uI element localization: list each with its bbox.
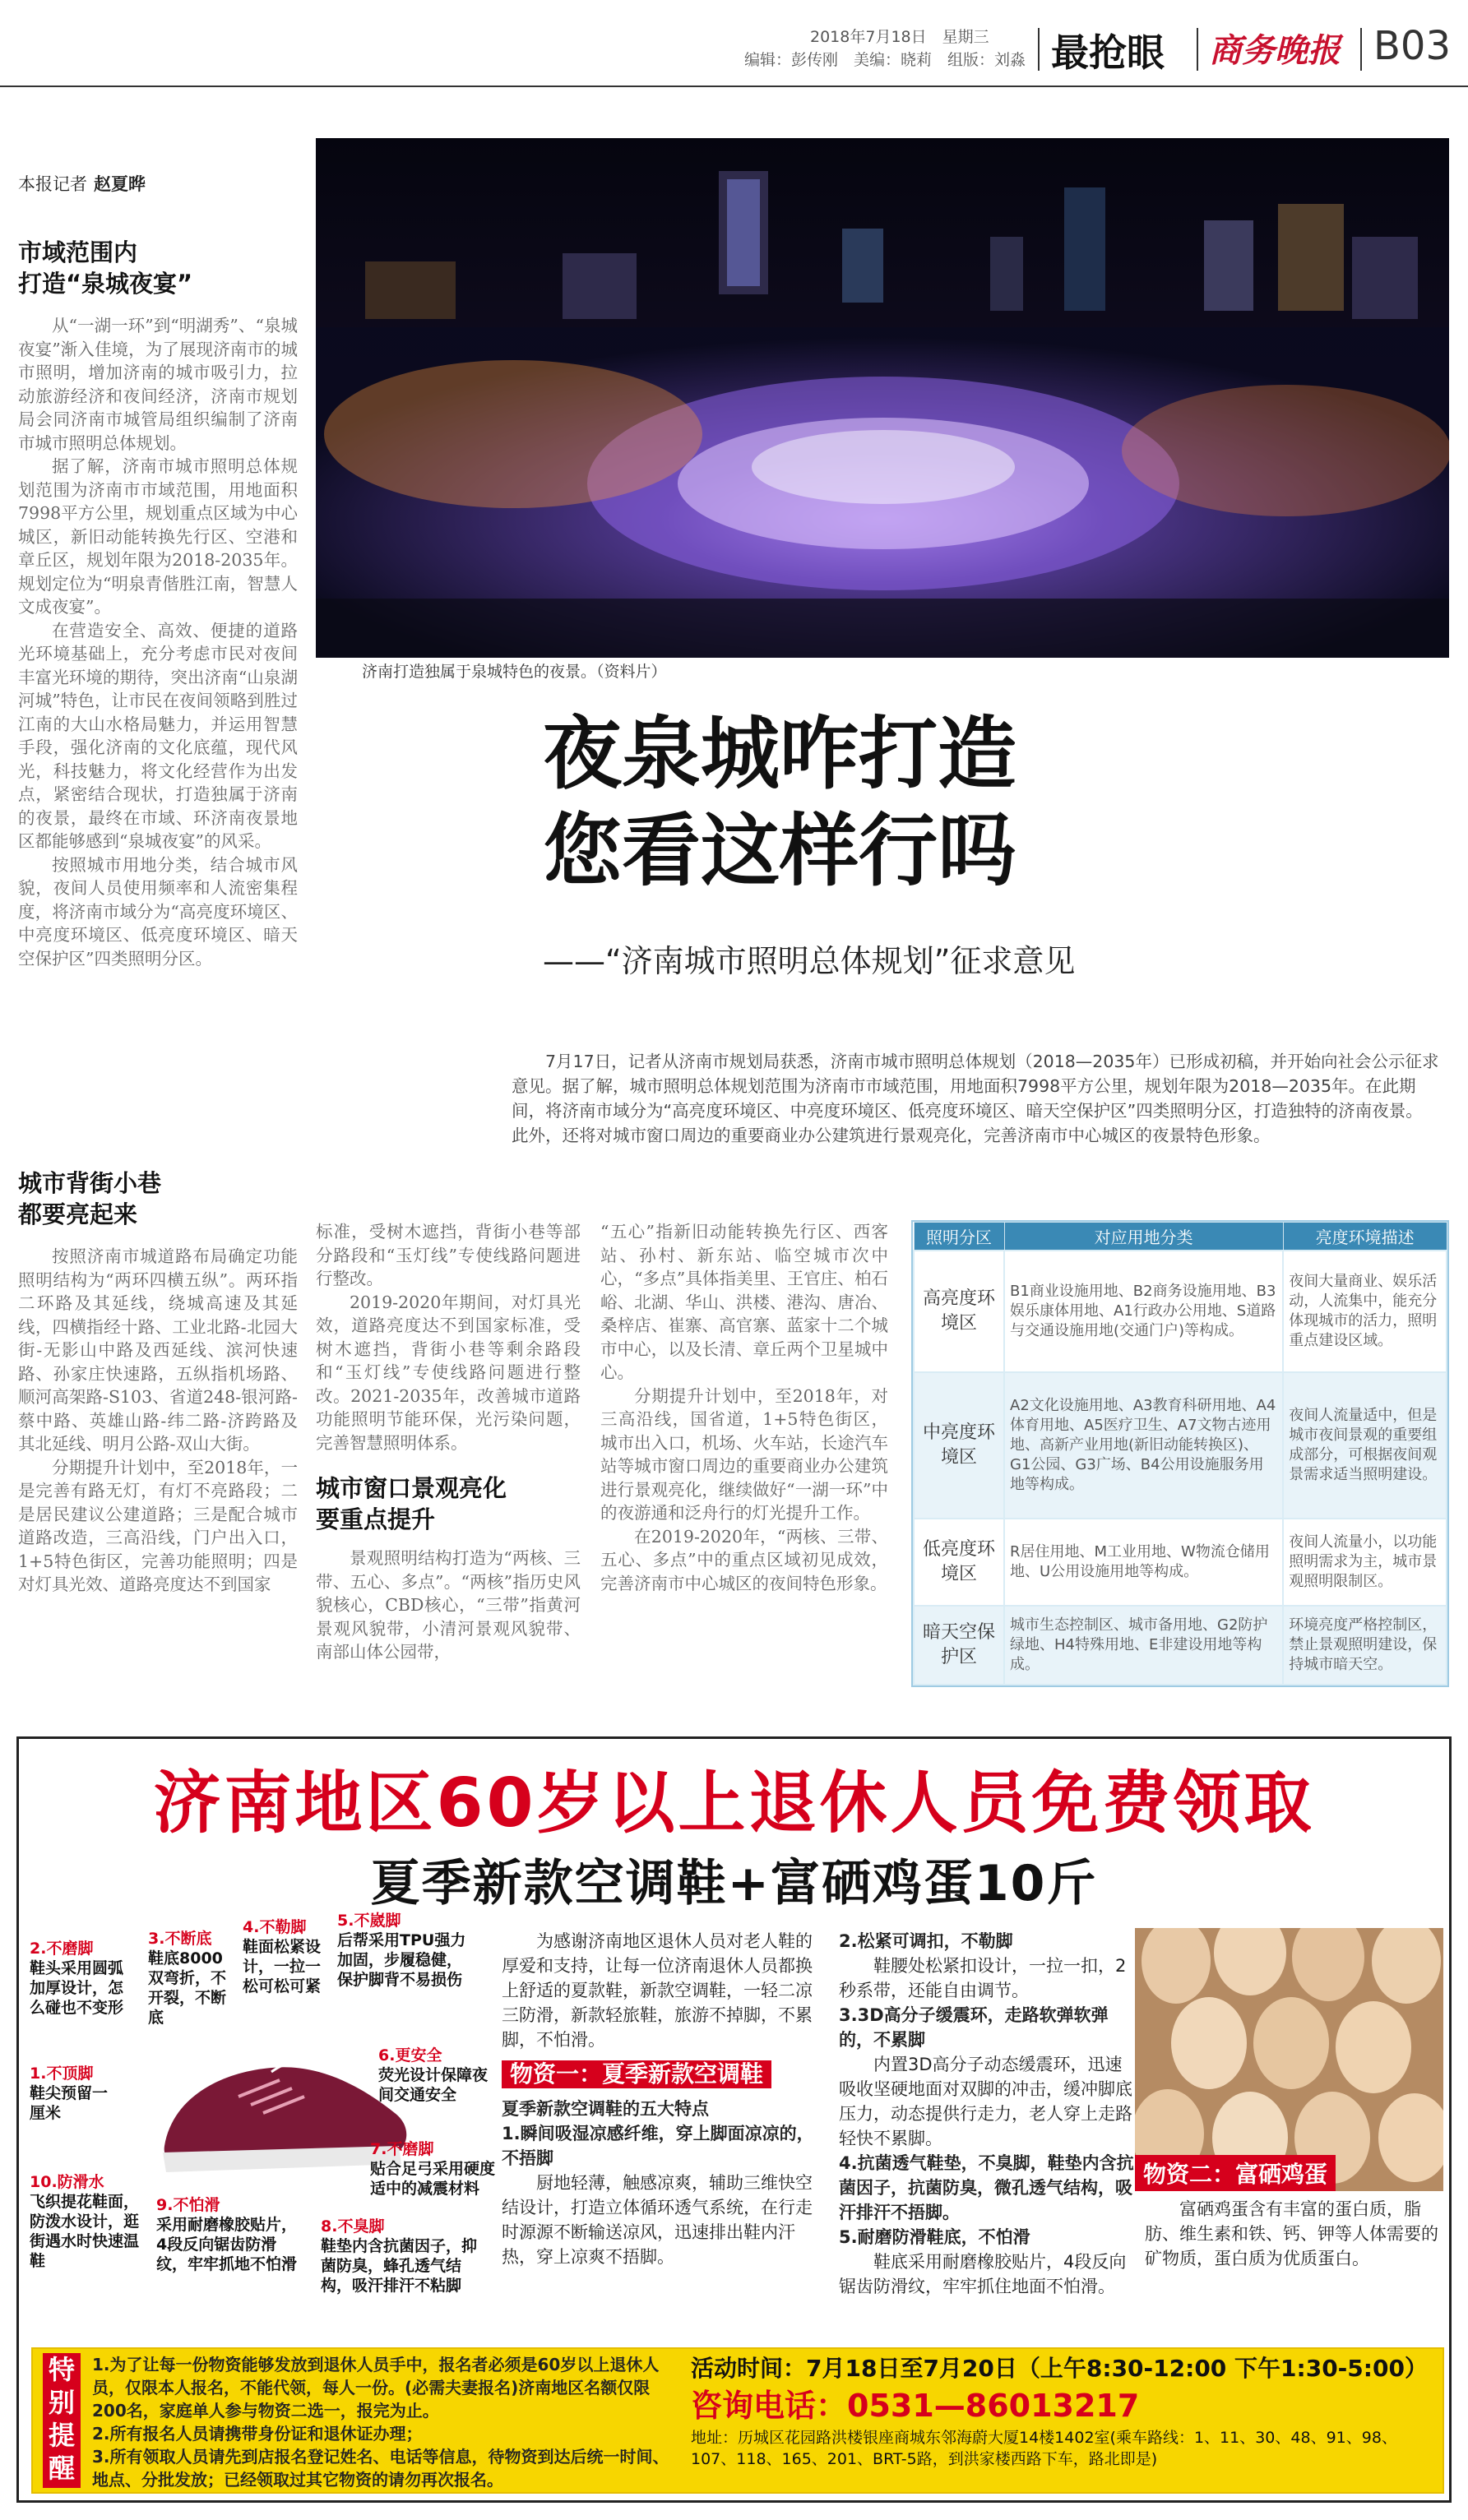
shoe-feature-panel	[25, 1912, 535, 2335]
table-row: 高亮度环境区 B1商业设施用地、B2商务设施用地、B3娱乐康体用地、A1行政办公用地、S道路与交通设施用地(交通门户)等构成。 夜间大量商业、娱乐活动，人流集中，能充分体现城市的活力，照明重点建设区域。	[914, 1251, 1447, 1372]
header-divider	[1038, 28, 1040, 71]
column-2	[316, 1220, 581, 1664]
ad-features: 2.松紧可调扣，不勒脚 鞋腰处松紧扣设计，一拉一扣，2秒系带，还能自由调节。 3.3D高分子缓震环，走路软弹软弹的，不累脚 内置3D高分子动态缓震环，迅速吸收坚硬地面对双脚的冲击，缓冲脚底压力，动态提供行走力，老人穿上走路轻快不累脚。 4.抗菌透气鞋垫，不臭脚，鞋垫内含抗菌因子，抗菌防臭，微孔透气结构，吸汗排汗不捂脚。 5.耐磨防滑鞋底，不怕滑 鞋底采用耐磨橡胶贴片，4段反向锯齿防滑纹，牢牢抓住地面不怕滑。	[839, 1931, 1134, 2296]
headline: 夜泉城咋打造 您看这样行吗	[543, 708, 1016, 897]
table-row: 暗天空保护区 城市生态控制区、城市备用地、G2防护绿地、H4特殊用地、E非建设用地等构成。 环境亮度严格控制区，禁止景观照明建设，保持城市暗天空。	[914, 1606, 1447, 1685]
column-1-lower	[18, 1168, 298, 1597]
ad-title: 济南地区60岁以上退休人员免费领取	[153, 1764, 1315, 1843]
newspaper-logo: 商务晚报	[1209, 31, 1341, 70]
gift2-label: 物资二：富硒鸡蛋	[1135, 2155, 1336, 2191]
feature-callout: 4.不勒脚 鞋面松紧设计，一拉一松可松可紧	[243, 1918, 322, 1995]
feature-callout: 2.不磨脚 鞋头采用圆弧加厚设计，怎么碰也不变形	[30, 1940, 124, 2017]
article-body: 按照济南市城道路布局确定功能照明结构为“两环四横五纵”。两环指二环路及其延线，绕城高速及其延线，四横指经十路、工业北路-北园大街-无影山中路及西延线、滨河快速路、孙家庄快速路，五纵指机场路、顺河高架路-S103、省道248-银河路-蔡中路、英雄山路-纬二路-济跨路及其北延线、明月公路-双山大街。 分期提升计划中，至2018年，一是完善有路无灯，有灯不亮路段；二是居民建议公建道路；三是配合城市道路改造，三高沿线，门户出入口，1+5特色街区，完善功能照明；四是对灯具光效、道路亮度达不到国家	[18, 1246, 298, 1594]
night-city-illustration	[316, 138, 1449, 658]
address: 地址：历城区花园路洪楼银座商城东邻海蔚大厦14楼1402室(乘车路线：1、11、30、48、91、98、107、118、165、201、BRT-5路，到洪家楼西路下车，路北即是)	[691, 2429, 1397, 2468]
issue-date: 2018年7月18日 星期三	[810, 28, 989, 46]
headline-subtitle: ——“济南城市照明总体规划”征求意见	[543, 943, 1076, 979]
header-divider	[1360, 28, 1362, 71]
table-header: 照明分区	[914, 1223, 1004, 1251]
column-1	[18, 237, 298, 970]
phone-number: 0531—86013217	[847, 2388, 1140, 2424]
table-row: 中亮度环境区 A2文化设施用地、A3教育科研用地、A4体育用地、A5医疗卫生、A7文物古迹用地、高新产业用地(新旧动能转换区)、G1公园、G3广场、B4公用设施服务用地等构成。 夜间人流量适中，但是城市夜间景观的重要组成部分，可根据夜间观景需求适当照明建设。	[914, 1372, 1447, 1519]
subhead-1: 市域范围内 打造“泉城夜宴”	[18, 238, 193, 298]
lead-paragraph: 7月17日，记者从济南市规划局获悉，济南市城市照明总体规划（2018—2035年）已形成初稿，并开始向社会公示征求意见。据了解，城市照明总体规划范围为济南市市域范围，用地面积7998平方公里，规划年限为2018—2035年。在此期间，将济南市域分为“高亮度环境区、中亮度环境区、低亮度环境区、暗天空保护区”四类照明分区，打造独特的济南夜景。此外，还将对城市窗口周边的重要商业办公建筑进行景观亮化，完善济南市中心城区的夜景特色形象。	[512, 1052, 1439, 1145]
activity-time: 活动时间：7月18日至7月20日（上午8:30-12:00 下午1:30-5:00）	[691, 2355, 1428, 2382]
section-name: 最抢眼	[1051, 30, 1165, 75]
article-body: 从“一湖一环”到“明湖秀”、“泉城夜宴”渐入佳境，为了展现济南市的城市照明，增加济南的城市吸引力，拉动旅游经济和夜间经济，济南市规划局会同济南市城管局组织编制了济南市城市照明总体规划。 据了解，济南市城市照明总体规划范围为济南市市域范围，用地面积7998平方公里，规划重点区域为中心城区，新旧动能转换先行区、空港和章丘区，规划年限为2018-2035年。规划定位为“明泉青偕胜江南，智慧人文成夜宴”。 在营造安全、高效、便捷的道路光环境基础上，充分考虑市民对夜间丰富光环境的期待，突出济南“山泉湖河城”特色，让市民在夜间领略到胜过江南的大山水格局魅力，并运用智慧手段，强化济南的文化底蕴，现代风光，科技魅力，将文化经营作为出发点，紧密结合现状，打造独属于济南的夜景，最终在市域、环济南夜景地区都能够感到“泉城夜宴”的风采。 按照城市用地分类，结合城市风貌，夜间人员使用频率和人流密集程度，将济南市域分为“高亮度环境区、中亮度环境区、低亮度环境区、暗天空保护区”四类照明分区。	[18, 316, 298, 969]
phone-line: 咨询电话：0531—86013217	[691, 2388, 1140, 2424]
contact-block	[691, 2353, 1435, 2470]
eggs-icon	[1135, 1928, 1443, 2191]
notice-text: 1.为了让每一份物资能够发放到退休人员手中，报名者必须是60岁以上退休人员，仅限本人报名，不能代领，每人一份。(必需夫妻报名)济南地区名额仅限200名，家庭单人参与物资二选一，报完为止。 2.所有报名人员请携带身份证和退休证办理； 3.所有领取人员请先到店报名登记姓名、电话等信息，待物资到达后统一时间、地点、分批发放；已经领取过其它物资的请勿再次报名。	[92, 2355, 669, 2490]
feature-callout: 10.防滑水 飞织提花鞋面，防泼水设计，逛街遇水时快速温鞋	[30, 2173, 140, 2270]
header-rule	[0, 86, 1468, 87]
feature-callout: 8.不臭脚 鞋垫内含抗菌因子，抑菌防臭，蜂孔透气结构，吸汗排汗不粘脚	[321, 2217, 478, 2295]
subhead-2: 城市背街小巷 都要亮起来	[18, 1169, 162, 1228]
gift2-description: 富硒鸡蛋含有丰富的蛋白质，脂肪、维生素和铁、钙、钾等人体需要的矿物质，蛋白质为优质蛋白。	[1145, 2199, 1438, 2268]
feature-callout: 7.不磨脚 贴合足弓采用硬度适中的减震材料	[370, 2140, 496, 2198]
eggs-photo	[1135, 1928, 1443, 2191]
feature-callout: 9.不怕滑 采用耐磨橡胶贴片，4段反向锯齿防滑纹，牢牢抓地不怕滑	[156, 2196, 298, 2273]
lighting-zones-table	[911, 1220, 1449, 1687]
subhead-3: 城市窗口景观亮化 要重点提升	[316, 1474, 507, 1533]
page-number: B03	[1373, 23, 1452, 69]
ad-intro: 为感谢济南地区退休人员对老人鞋的厚爱和支持，让每一位济南退休人员都换上舒适的夏款鞋，新款空调鞋，一轻二凉三防滑，新款轻旅鞋，旅游不掉脚，不累脚，不怕滑。 物资一：夏季新款空调鞋 夏季新款空调鞋的五大特点 1.瞬间吸湿凉感纤维，穿上脚面凉凉的，不捂脚 厨地轻薄，触感凉爽，辅助三维快空结设计，打造立体循环透气系统，在行走时源源不断输送凉风，迅速排出鞋内汗热，穿上凉爽不捂脚。	[502, 1931, 814, 2267]
table-header: 亮度环境描述	[1283, 1223, 1447, 1251]
byline	[18, 171, 146, 196]
article-body: 标准，受树木遮挡，背街小巷等部分路段和“玉灯线”专使线路问题进行整改。 2019-2020年期间，对灯具光效，道路亮度达不到国家标准，受树木遮挡，背街小巷等剩余路段和“玉灯线”专使线路问题进行整改。2021-2035年，改善城市道路功能照明节能环保，光污染问题，完善智慧照明体系。	[316, 1222, 581, 1453]
header-divider	[1197, 28, 1198, 71]
byline-name: 赵夏晔	[94, 174, 146, 194]
table-header: 对应用地分类	[1004, 1223, 1283, 1251]
feature-callout: 3.不断底 鞋底8000双弯折，不开裂，不断底	[148, 1930, 227, 2027]
feature-callout: 5.不崴脚 后帮采用TPU强力加固，步履稳健，保护脚背不易损伤	[337, 1912, 466, 1989]
column-3	[600, 1220, 888, 1595]
article-body: “五心”指新旧动能转换先行区、西客站、孙村、新东站、临空城市次中心，“多点”具体指美里、王官庄、柏石峪、北湖、华山、洪楼、港沟、唐冶、桑梓店、崔寨、高官寨、蓝家十二个城市中心，以及长清、章丘两个卫星城中心。 分期提升计划中，至2018年，对三高沿线，国省道，1+5特色街区，城市出入口，机场、火车站，长途汽车站等城市窗口周边的重要商业办公建筑进行景观亮化，继续做好“一湖一环”中的夜游通和泛舟行的灯光提升工作。 在2019-2020年，“两核、三带、五心、多点”中的重点区域初见成效，完善济南市中心城区的夜间特色形象。	[600, 1222, 888, 1593]
table-row: 低亮度环境区 R居住用地、M工业用地、W物流仓储用地、U公用设施用地等构成。 夜间人流量小，以功能照明需求为主，城市景观照明限制区。	[914, 1519, 1447, 1606]
gift1-heading: 夏季新款空调鞋的五大特点	[502, 2099, 709, 2119]
feature-callout: 6.更安全 荧光设计保障夜间交通安全	[378, 2046, 489, 2104]
ad-subtitle: 夏季新款空调鞋+富硒鸡蛋10斤	[370, 1855, 1098, 1912]
editor-credits: 编辑：彭传刚 美编：晓莉 组版：刘淼	[744, 51, 1026, 69]
byline-label: 本报记者	[18, 174, 87, 194]
feature-callout: 1.不顶脚 鞋尖预留一厘米	[30, 2065, 109, 2122]
night-scene-photo	[316, 138, 1449, 658]
photo-caption: 济南打造独属于泉城特色的夜景。（资料片）	[362, 663, 667, 681]
notice-tag: 特别提醒	[43, 2353, 81, 2488]
article-body: 景观照明结构打造为“两核、三带、五心、多点”。“两核”指历史风貌核心，CBD核心，“三带”指黄河景观风貌带，小清河景观风貌带、南部山体公园带，	[316, 1548, 581, 1662]
gift1-label: 物资一：夏季新款空调鞋	[502, 2060, 771, 2088]
